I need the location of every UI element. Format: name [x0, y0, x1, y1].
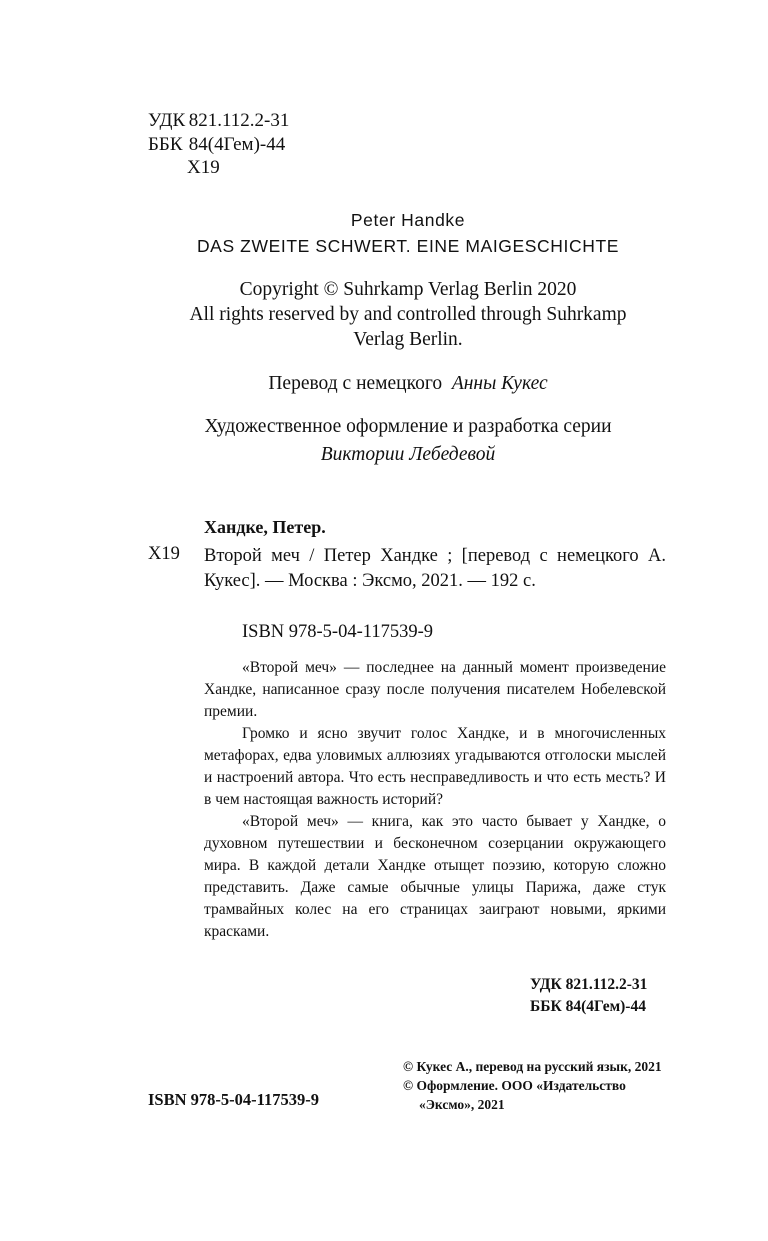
- bbk-label: ББК: [148, 134, 183, 155]
- bbk-line: [148, 133, 285, 157]
- udk-line: [148, 109, 289, 133]
- designer-name: Виктории Лебедевой: [320, 444, 496, 465]
- catalog-author-heading: Хандке, Петер.: [204, 517, 326, 537]
- catalog-isbn: ISBN 978-5-04-117539-9: [242, 622, 433, 642]
- annotation-paragraph: «Второй меч» — последнее на данный момент произведение Хандке, написанное сразу после получения писателем Нобелевской премии.: [204, 659, 666, 720]
- footer-isbn: ISBN 978-5-04-117539-9: [148, 1090, 319, 1109]
- copyright-line-2: All rights reserved by and controlled through Suhrkamp: [189, 304, 627, 325]
- copyright-design: © Оформление. ООО «Издательство: [403, 1078, 626, 1093]
- copyright-publisher: «Эксмо», 2021: [419, 1097, 505, 1112]
- original-title: DAS ZWEITE SCHWERT. EINE MAIGESCHICHTE: [196, 236, 620, 256]
- translation-label: Перевод с немецкого: [268, 373, 443, 394]
- translation-credit: [108, 371, 708, 396]
- bottom-bbk: ББК 84(4Гем)-44: [530, 998, 646, 1015]
- udk-value: 821.112.2-31: [188, 110, 290, 131]
- copyright-line-3: Verlag Berlin.: [353, 329, 463, 350]
- translator-name: Анны Кукес: [451, 373, 548, 394]
- bbk-value: 84(4Гем)-44: [188, 134, 286, 155]
- copyright-translation: © Кукес А., перевод на русский язык, 2021: [403, 1059, 662, 1074]
- annotation: [204, 657, 666, 943]
- bottom-udk: УДК 821.112.2-31: [530, 976, 648, 993]
- bottom-codes: [530, 974, 647, 1018]
- udk-label: УДК: [148, 110, 186, 131]
- annotation-paragraph: «Второй меч» — книга, как это часто бывает у Хандке, о духовном путешествии и бесконечном созерцании окружающего мира. В каждой детали Хандке отыщет поэзию, которую сложно представить. Даже самые обычные улицы Парижа, даже стук трамвайных колес на его страницах заиграют новыми, яркими красками.: [204, 813, 666, 940]
- footer-copyrights: [403, 1057, 662, 1114]
- annotation-paragraph: Громко и ясно звучит голос Хандке, и в многочисленных метафорах, едва уловимых аллюзиях угадываются отголоски мыслей и настроений автора. Что есть несправедливость и что есть месть? И в чем настоящая важность историй?: [204, 725, 666, 808]
- catalog-description: Второй меч / Петер Хандке ; [перевод с немецкого А. Кукес]. — Москва : Эксмо, 2021. — 192 с.: [204, 546, 666, 591]
- copyright-line-1: Copyright © Suhrkamp Verlag Berlin 2020: [239, 279, 577, 300]
- original-author: Peter Handke: [350, 210, 466, 230]
- design-label: Художественное оформление и разработка серии: [204, 416, 612, 437]
- author-mark: Х19: [187, 157, 220, 178]
- catalog-code: Х19: [148, 544, 180, 564]
